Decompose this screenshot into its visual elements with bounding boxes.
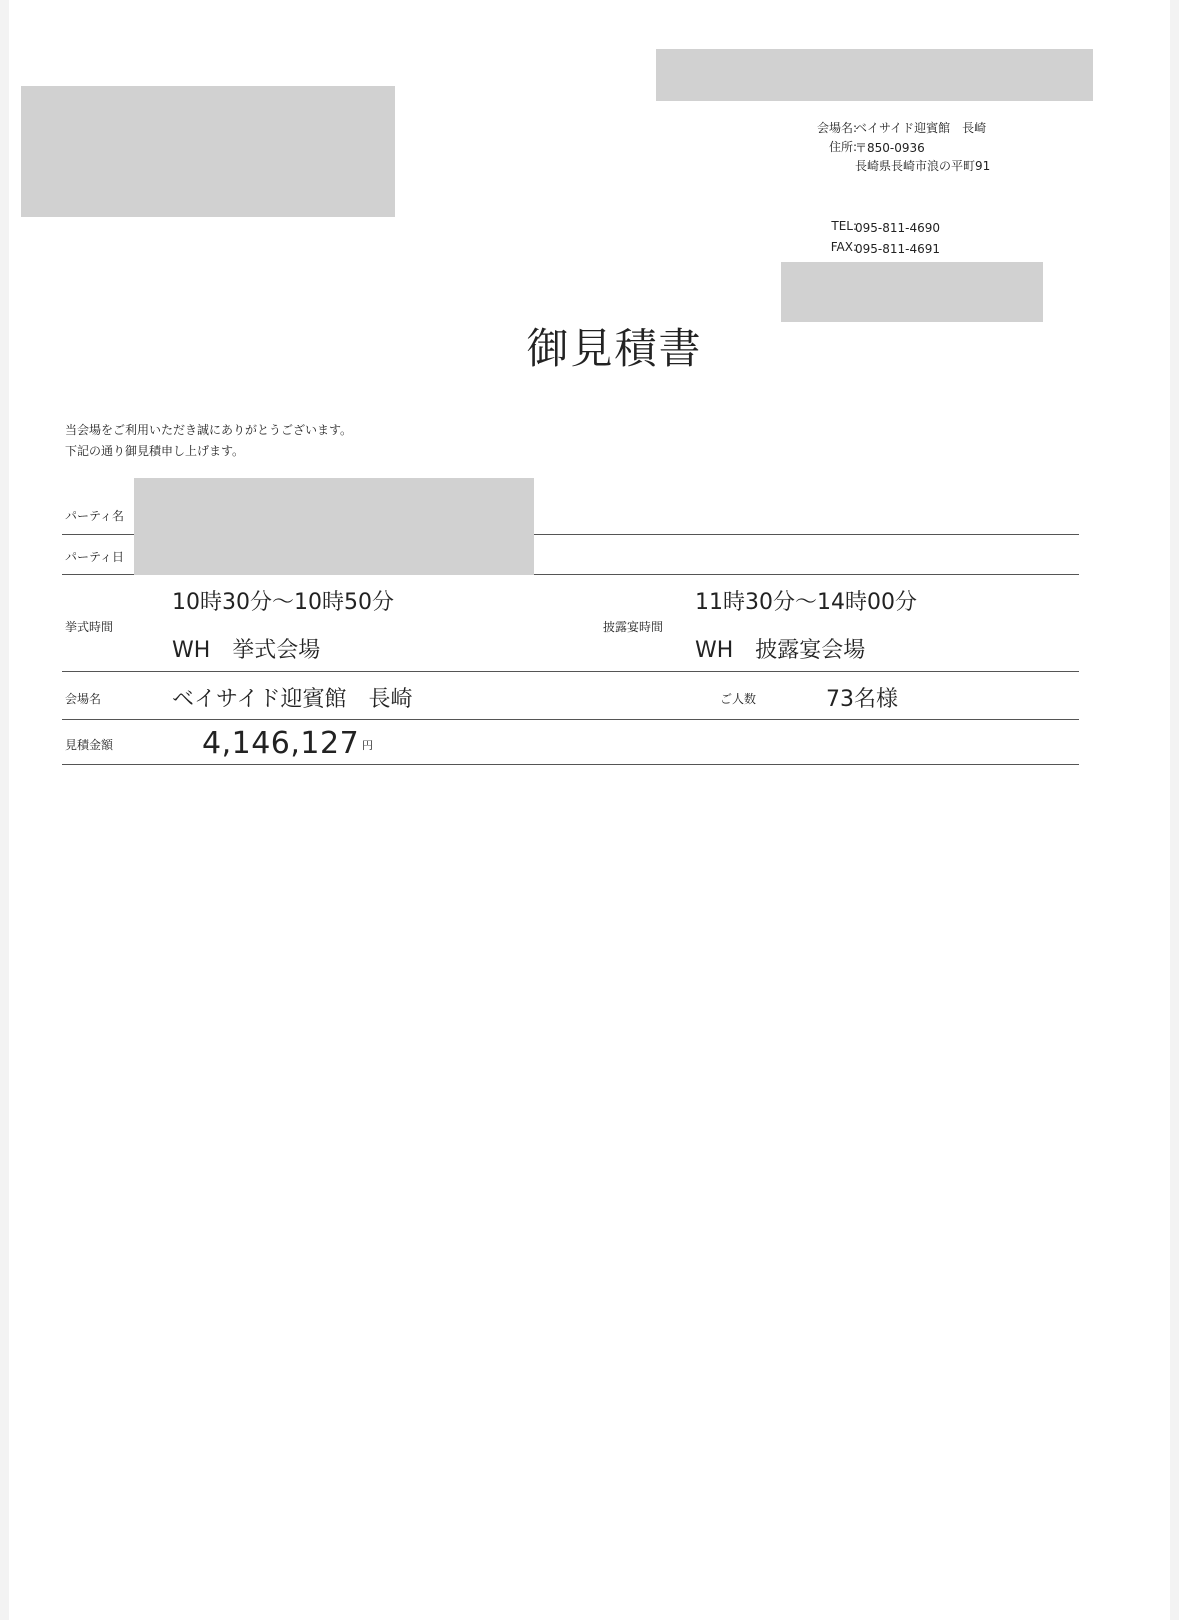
reception-place: WH 披露宴会場 — [695, 638, 866, 663]
venue-value: ベイサイド迎賓館 長崎 — [172, 687, 413, 712]
estimate-document — [9, 0, 1170, 1620]
reception-time-label: 披露宴時間 — [603, 620, 664, 634]
yen-unit: 円 — [362, 739, 373, 752]
fax-label: FAX: — [830, 240, 857, 254]
postal-code: 〒850-0936 — [855, 141, 925, 155]
ceremony-time-label: 挙式時間 — [65, 620, 114, 634]
fax-number: 095-811-4691 — [855, 242, 941, 256]
venue-name-label: 会場名: — [816, 121, 857, 135]
row-divider — [62, 671, 1079, 672]
estimate-amount: 4,146,127 — [202, 726, 360, 761]
greeting — [65, 420, 352, 462]
row-divider — [62, 719, 1079, 720]
ceremony-time: 10時30分～10時50分 — [172, 590, 394, 615]
tel-label: TEL: — [831, 219, 857, 233]
guests-label: ご人数 — [720, 692, 757, 706]
row-divider — [62, 764, 1079, 765]
address-text: 長崎県長崎市浪の平町91 — [855, 159, 991, 173]
party-name-label: パーティ名 — [65, 509, 125, 523]
document-title: 御見積書 — [526, 324, 703, 373]
guests-value: 73名様 — [826, 687, 898, 712]
party-date-label: パーティ日 — [65, 550, 125, 564]
venue-name-value: ベイサイド迎賓館 長崎 — [855, 121, 987, 135]
redacted-customer-name — [21, 86, 395, 217]
reception-time: 11時30分～14時00分 — [695, 590, 917, 615]
tel-number: 095-811-4690 — [855, 221, 941, 235]
venue-label: 会場名 — [65, 692, 102, 706]
redacted-header-block — [656, 49, 1093, 101]
greeting-line-2: 下記の通り御見積申し上げます。 — [65, 444, 245, 458]
estimate-label: 見積金額 — [65, 738, 114, 752]
ceremony-place: WH 挙式会場 — [172, 638, 321, 663]
redacted-stamp-block — [781, 262, 1043, 322]
address-label: 住所: — [828, 140, 857, 154]
redacted-party-info — [134, 478, 534, 575]
greeting-line-1: 当会場をご利用いただき誠にありがとうございます。 — [65, 423, 353, 437]
